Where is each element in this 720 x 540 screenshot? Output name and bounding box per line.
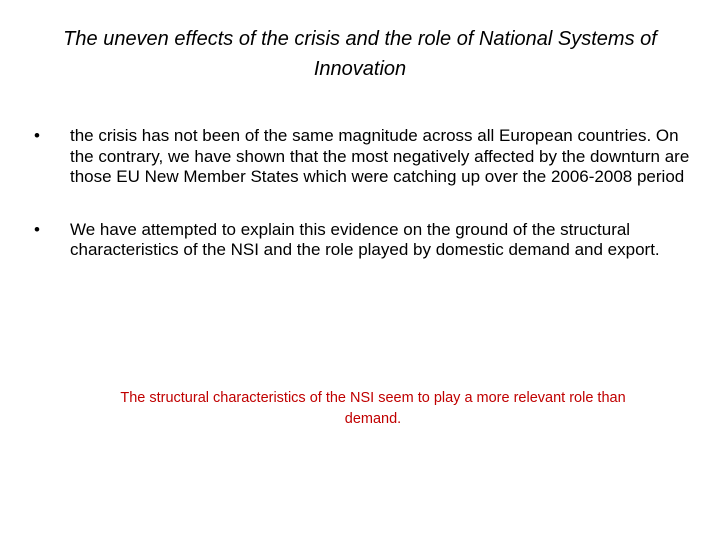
bullet-marker: •	[34, 126, 40, 145]
bullet-text: We have attempted to explain this evidence on the ground of the structural characteristics of the NSI and the role played by domestic demand and export.	[70, 219, 660, 259]
bullet-list	[34, 126, 694, 261]
bullet-item-explanation	[34, 220, 694, 261]
conclusion-text: The structural characteristics of the NSI seem to play a more relevant role than demand.	[120, 390, 626, 427]
slide-title: The uneven effects of the crisis and the role of National Systems of Innovation	[63, 28, 657, 80]
bullet-marker: •	[34, 219, 40, 239]
bullet-text: the crisis has not been of the same magnitude across all European countries. On the contrary, we have shown that the most negatively affected by the downturn are those EU New Member States which were catching up over the 2006-2008 period	[70, 126, 690, 186]
bullet-item-crisis-magnitude	[34, 126, 694, 188]
